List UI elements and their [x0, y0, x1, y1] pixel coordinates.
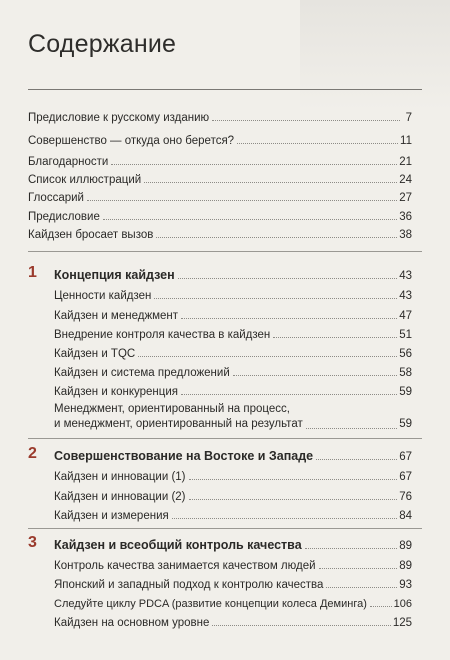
bleed-through-shadow — [300, 0, 450, 110]
toc-entry[interactable] — [54, 342, 412, 360]
toc-entry[interactable] — [54, 485, 412, 503]
entry-page: 11 — [400, 135, 412, 147]
leader-dots — [319, 568, 398, 569]
entry-label: Кайдзен и менеджмент — [54, 310, 179, 322]
entry-label: Кайдзен и конкуренция — [54, 386, 179, 398]
entry-label: Следуйте циклу PDCA (развитие концепции колеса Деминга) — [54, 598, 367, 610]
entry-label: Предисловие — [28, 211, 100, 223]
entry-label: Совершенство — откуда оно берется? — [28, 135, 235, 147]
leader-dots — [138, 356, 397, 357]
toc-entry[interactable] — [54, 592, 412, 610]
toc-entry[interactable] — [54, 611, 412, 629]
chapter-title: Кайдзен и всеобщий контроль качества — [54, 538, 302, 552]
leader-dots — [144, 182, 397, 183]
entry-label: Кайдзен и TQC — [54, 348, 136, 360]
leader-dots — [273, 337, 397, 338]
leader-dots — [103, 219, 397, 220]
entry-label: Контроль качества занимается качеством людей — [54, 560, 316, 572]
chapter-number: 1 — [28, 264, 37, 281]
chapter-title: Совершенствование на Востоке и Западе — [54, 449, 314, 463]
entry-page: 21 — [399, 156, 412, 168]
entry-label: Глоссарий — [28, 192, 84, 204]
leader-dots — [172, 518, 397, 519]
toc-entry-multiline[interactable] — [54, 402, 412, 432]
toc-entry[interactable] — [54, 361, 412, 379]
entry-page: 84 — [399, 510, 412, 522]
chapter-heading[interactable] — [28, 264, 412, 282]
entry-page: 89 — [399, 560, 412, 572]
entry-label: Внедрение контроля качества в кайдзен — [54, 329, 271, 341]
chapter-heading[interactable] — [28, 445, 412, 463]
entry-label-line1: Менеджмент, ориентированный на процесс, — [54, 403, 290, 415]
entry-page: 24 — [399, 174, 412, 186]
entry-label: Кайдзен и система предложений — [54, 367, 230, 379]
leader-dots — [233, 375, 397, 376]
leader-dots — [181, 394, 397, 395]
section-divider — [28, 251, 422, 252]
chapter-number: 2 — [28, 445, 37, 462]
leader-dots — [189, 499, 398, 500]
entry-page: 7 — [405, 112, 412, 124]
leader-dots — [326, 587, 397, 588]
entry-label: Кайдзен и измерения — [54, 510, 169, 522]
toc-entry[interactable] — [54, 573, 412, 591]
page-title: Содержание — [28, 30, 177, 58]
toc-entry[interactable] — [28, 186, 412, 204]
toc-entry[interactable] — [54, 323, 412, 341]
entry-page: 106 — [393, 598, 412, 610]
entry-page: 67 — [399, 471, 412, 483]
toc-entry[interactable] — [54, 554, 412, 572]
leader-dots — [181, 318, 397, 319]
entry-page: 76 — [399, 491, 412, 503]
chapter-heading[interactable] — [28, 534, 412, 552]
entry-label: Кайдзен на основном уровне — [54, 617, 210, 629]
chapter-page: 89 — [399, 540, 412, 552]
toc-entry[interactable] — [54, 304, 412, 322]
toc-entry[interactable] — [28, 168, 412, 186]
leader-dots — [111, 164, 397, 165]
entry-label: Кайдзен бросает вызов — [28, 229, 154, 241]
toc-entry[interactable] — [28, 223, 412, 241]
leader-dots — [212, 120, 400, 121]
toc-entry[interactable] — [54, 465, 412, 483]
entry-label: Список иллюстраций — [28, 174, 142, 186]
chapter-page: 43 — [399, 270, 412, 282]
chapter-title: Концепция кайдзен — [54, 268, 175, 282]
leader-dots — [306, 428, 397, 429]
entry-page: 27 — [399, 192, 412, 204]
entry-page: 59 — [399, 418, 412, 430]
entry-page: 56 — [399, 348, 412, 360]
entry-page: 38 — [399, 229, 412, 241]
entry-label: Благодарности — [28, 156, 109, 168]
entry-page: 59 — [399, 386, 412, 398]
leader-dots — [237, 143, 398, 144]
entry-page: 36 — [399, 211, 412, 223]
leader-dots — [156, 237, 397, 238]
entry-label-line2: и менеджмент, ориентированный на результат — [54, 418, 303, 430]
entry-label: Японский и западный подход к контролю качества — [54, 579, 324, 591]
leader-dots — [370, 606, 392, 607]
entry-label: Кайдзен и инновации (1) — [54, 471, 186, 483]
chapter-page: 67 — [399, 451, 412, 463]
chapter-number: 3 — [28, 534, 37, 551]
toc-entry[interactable] — [54, 284, 412, 302]
toc-entry[interactable] — [28, 106, 412, 124]
entry-page: 43 — [399, 290, 412, 302]
entry-label: Ценности кайдзен — [54, 290, 152, 302]
section-divider — [28, 438, 422, 439]
entry-page: 51 — [399, 329, 412, 341]
leader-dots — [305, 548, 398, 549]
entry-page: 58 — [399, 367, 412, 379]
leader-dots — [189, 479, 398, 480]
entry-label: Кайдзен и инновации (2) — [54, 491, 186, 503]
entry-page: 125 — [392, 617, 412, 629]
entry-page: 93 — [399, 579, 412, 591]
toc-entry[interactable] — [28, 129, 412, 147]
section-divider — [28, 528, 422, 529]
toc-entry[interactable] — [28, 150, 412, 168]
leader-dots — [178, 278, 398, 279]
leader-dots — [154, 298, 397, 299]
title-divider — [28, 89, 422, 90]
entry-label: Предисловие к русскому изданию — [28, 112, 210, 124]
leader-dots — [316, 459, 397, 460]
toc-entry[interactable] — [54, 380, 412, 398]
toc-entry[interactable] — [54, 504, 412, 522]
toc-entry[interactable] — [28, 205, 412, 223]
leader-dots — [212, 625, 390, 626]
leader-dots — [87, 200, 397, 201]
entry-page: 47 — [399, 310, 412, 322]
